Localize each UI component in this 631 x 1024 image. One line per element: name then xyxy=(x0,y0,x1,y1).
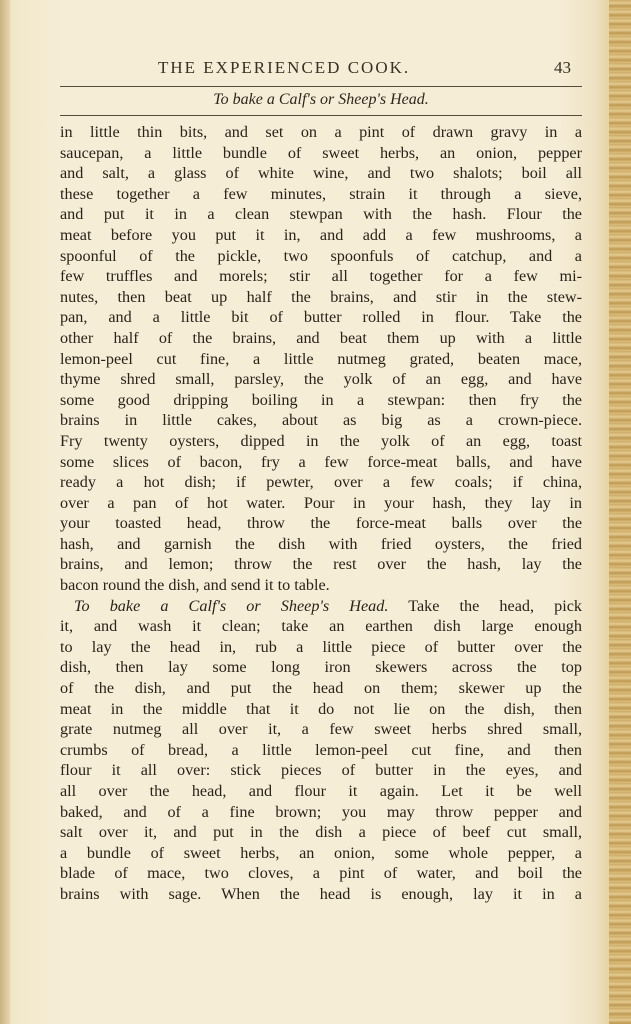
text-line: all over the head, and flour it again. Let it be well xyxy=(60,782,582,800)
text-line: meat in the middle that it do not lie on the dish, then xyxy=(60,699,582,718)
text-line: other half of the brains, and beat them up with a little xyxy=(60,328,582,347)
text-line: flour it all over: stick pieces of butter in the eyes, and xyxy=(60,761,582,780)
text-line: ready a hot dish; if pewter, over a few coals; if china, xyxy=(60,473,582,492)
text-line: your toasted head, throw the force-meat balls over the xyxy=(60,514,582,533)
text-line: some good dripping boiling in a stewpan: then fry the xyxy=(60,390,582,409)
header-rule-top xyxy=(60,86,582,87)
text-line: brains, and lemon; throw the rest over the hash, lay the xyxy=(60,555,582,574)
text-line: bacon round the dish, and send it to table. xyxy=(60,576,330,595)
page-number: 43 xyxy=(554,58,571,77)
recipe-title-italic: To bake a Calf's or Sheep's Head. xyxy=(74,596,389,615)
text-line: lemon-peel cut fine, a little nutmeg grated, beaten mace, xyxy=(60,349,582,368)
page-fore-edge xyxy=(609,0,631,1024)
text-line: baked, and of a fine brown; you may throw pepper and xyxy=(60,802,582,821)
paragraph-opening-line xyxy=(60,596,582,617)
text-line: spoonful of the pickle, two spoonfuls of catchup, and a xyxy=(60,246,582,265)
text-line: to lay the head in, rub a little piece of butter over the xyxy=(60,637,582,656)
paragraph-opening-text: Take the head, pick xyxy=(388,596,582,615)
text-line: brains with sage. When the head is enough, lay it in a xyxy=(60,884,582,903)
text-line: and put it in a clean stewpan with the hash. Flour the xyxy=(60,205,582,224)
text-line: salt over it, and put in the dish a piece of beef cut small, xyxy=(60,823,582,842)
text-line: these together a few minutes, strain it through a sieve, xyxy=(60,184,582,203)
text-line: brains in little cakes, about as big as a crown-piece. xyxy=(60,411,582,430)
text-line: it, and wash it clean; take an earthen dish large enough xyxy=(60,617,582,636)
text-line: Fry twenty oysters, dipped in the yolk of an egg, toast xyxy=(60,431,582,450)
text-line: in little thin bits, and set on a pint of drawn gravy in a xyxy=(60,123,582,141)
text-line: nutes, then beat up half the brains, and stir in the stew- xyxy=(60,287,582,306)
text-line: some slices of bacon, fry a few force-meat balls, and have xyxy=(60,452,582,471)
text-line: saucepan, a little bundle of sweet herbs, an onion, pepper xyxy=(60,143,582,162)
text-line: few truffles and morels; stir all together for a few mi- xyxy=(60,267,582,286)
page-gutter xyxy=(0,0,10,1024)
text-line: a bundle of sweet herbs, an onion, some whole pepper, a xyxy=(60,843,582,862)
header-rule-bottom xyxy=(60,115,582,116)
text-line: grate nutmeg all over it, a few sweet herbs shred small, xyxy=(60,720,582,739)
text-line: and salt, a glass of white wine, and two shalots; boil all xyxy=(60,164,582,183)
text-line: meat before you put it in, and add a few mushrooms, a xyxy=(60,225,582,244)
text-line: thyme shred small, parsley, the yolk of an egg, and have xyxy=(60,370,582,389)
text-line: pan, and a little bit of butter rolled in flour. Take the xyxy=(60,308,582,327)
section-heading: To bake a Calf's or Sheep's Head. xyxy=(213,91,429,108)
running-title: THE EXPERIENCED COOK. xyxy=(158,58,411,77)
text-line: over a pan of hot water. Pour in your hash, they lay in xyxy=(60,493,582,512)
text-line: dish, then lay some long iron skewers across the top xyxy=(60,658,582,677)
text-line: blade of mace, two cloves, a pint of water, and boil the xyxy=(60,864,582,883)
text-line: hash, and garnish the dish with fried oysters, the fried xyxy=(60,534,582,553)
text-line: crumbs of bread, a little lemon-peel cut fine, and then xyxy=(60,740,582,759)
text-line: of the dish, and put the head on them; skewer up the xyxy=(60,679,582,698)
body-text xyxy=(60,122,582,905)
